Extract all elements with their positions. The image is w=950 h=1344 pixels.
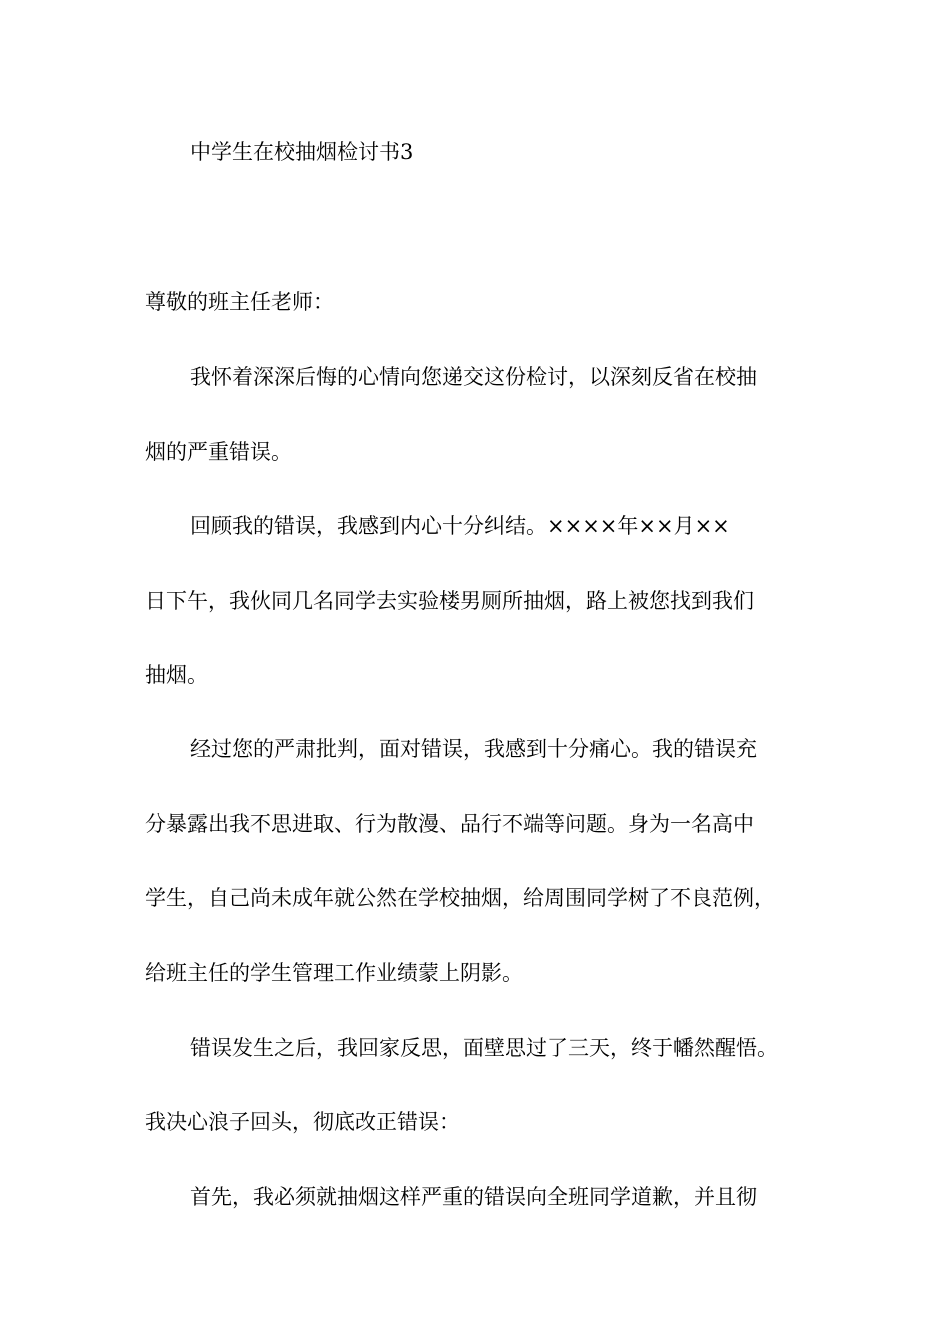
paragraph-line: 我怀着深深后悔的心情向您递交这份检讨，以深刻反省在校抽 (190, 365, 757, 389)
paragraph-line: 抽烟。 (145, 663, 208, 687)
salutation: 尊敬的班主任老师： (145, 290, 334, 314)
paragraph-line: 经过您的严肃批判，面对错误，我感到十分痛心。我的错误充 (190, 737, 757, 761)
paragraph-line: 日下午，我伙同几名同学去实验楼男厕所抽烟，路上被您找到我们 (145, 589, 754, 613)
paragraph-line: 学生，自己尚未成年就公然在学校抽烟，给周围同学树了不良范例， (145, 886, 775, 910)
document-title: 中学生在校抽烟检讨书3 (190, 140, 414, 164)
paragraph-line: 烟的严重错误。 (145, 440, 292, 464)
paragraph-line: 给班主任的学生管理工作业绩蒙上阴影。 (145, 961, 523, 985)
paragraph-line: 我决心浪子回头，彻底改正错误： (145, 1110, 460, 1134)
paragraph-line: 首先，我必须就抽烟这样严重的错误向全班同学道歉，并且彻 (190, 1185, 757, 1209)
paragraph-line: 回顾我的错误，我感到内心十分纠结。××××年××月×× (190, 514, 730, 538)
paragraph-line: 错误发生之后，我回家反思，面壁思过了三天，终于幡然醒悟。 (190, 1036, 778, 1060)
paragraph-line: 分暴露出我不思进取、行为散漫、品行不端等问题。身为一名高中 (145, 812, 754, 836)
